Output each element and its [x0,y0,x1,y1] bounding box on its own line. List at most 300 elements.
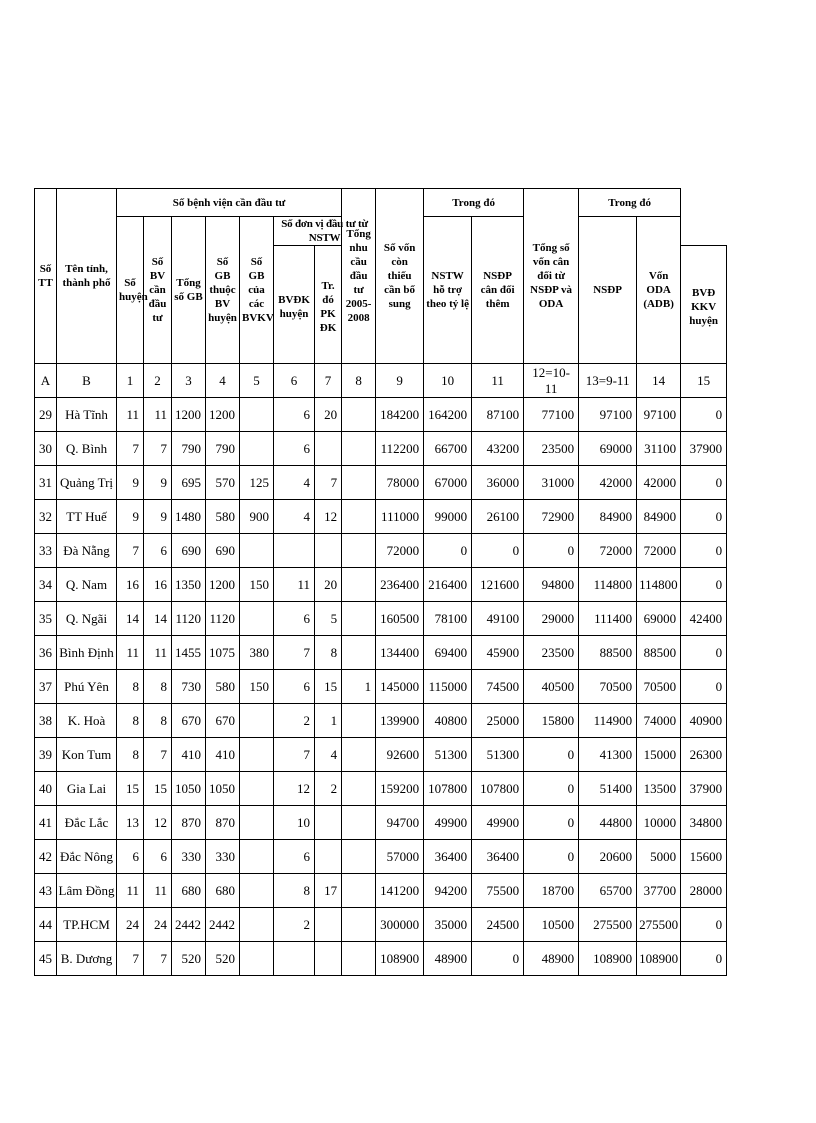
value-cell-c7: 4 [315,738,342,772]
value-cell-c9: 57000 [376,840,424,874]
value-cell-c3: 670 [172,704,206,738]
value-cell-c1: 9 [117,500,144,534]
value-cell-c13: 114800 [579,568,637,602]
value-cell-c9: 108900 [376,942,424,976]
value-cell-c8 [342,398,376,432]
header-hospitals-needed: Số BV cần đầu tư [144,217,172,364]
value-cell-c6: 6 [274,840,315,874]
value-cell-c7 [315,908,342,942]
value-cell-c1: 8 [117,738,144,772]
value-cell-c8 [342,908,376,942]
value-cell-c11: 0 [472,942,524,976]
value-cell-c8 [342,704,376,738]
value-cell-c13: 65700 [579,874,637,908]
index-cell: A [35,364,57,398]
row-number-cell: 29 [35,398,57,432]
value-cell-c7 [315,942,342,976]
value-cell-c10: 107800 [424,772,472,806]
value-cell-c15: 0 [681,670,727,704]
value-cell-c15: 0 [681,568,727,602]
value-cell-c4: 410 [206,738,240,772]
value-cell-c8 [342,738,376,772]
value-cell-c4: 2442 [206,908,240,942]
value-cell-c3: 520 [172,942,206,976]
value-cell-c10: 0 [424,534,472,568]
province-name-cell: Bình Định [57,636,117,670]
value-cell-c10: 164200 [424,398,472,432]
header-total-need: Tổng nhu cầu đầu tư 2005-2008 [342,189,376,364]
value-cell-c1: 7 [117,432,144,466]
value-cell-c13: 114900 [579,704,637,738]
row-number-cell: 35 [35,602,57,636]
value-cell-c2: 6 [144,534,172,568]
value-cell-c5: 150 [240,670,274,704]
value-cell-c12: 10500 [524,908,579,942]
value-cell-c15: 0 [681,942,727,976]
province-name-cell: Q. Ngãi [57,602,117,636]
value-cell-c13: 111400 [579,602,637,636]
index-cell: 3 [172,364,206,398]
value-cell-c14: 70500 [637,670,681,704]
value-cell-c9: 139900 [376,704,424,738]
value-cell-c13: 88500 [579,636,637,670]
value-cell-c13: 69000 [579,432,637,466]
value-cell-c2: 11 [144,398,172,432]
table-header [35,189,727,364]
index-cell: 5 [240,364,274,398]
value-cell-c1: 15 [117,772,144,806]
province-name-cell: Phú Yên [57,670,117,704]
table-row [35,636,727,670]
index-cell: 11 [472,364,524,398]
value-cell-c9: 94700 [376,806,424,840]
value-cell-c3: 690 [172,534,206,568]
value-cell-c1: 11 [117,874,144,908]
value-cell-c4: 580 [206,500,240,534]
value-cell-c8 [342,636,376,670]
index-cell: 7 [315,364,342,398]
value-cell-c1: 8 [117,670,144,704]
index-cell: 13=9-11 [579,364,637,398]
value-cell-c4: 580 [206,670,240,704]
value-cell-c11: 75500 [472,874,524,908]
value-cell-c12: 0 [524,806,579,840]
value-cell-c3: 680 [172,874,206,908]
value-cell-c14: 88500 [637,636,681,670]
row-number-cell: 37 [35,670,57,704]
value-cell-c7 [315,806,342,840]
header-stt: Số TT [35,189,57,364]
value-cell-c7 [315,840,342,874]
value-cell-c10: 78100 [424,602,472,636]
table-row [35,772,727,806]
value-cell-c10: 40800 [424,704,472,738]
value-cell-c4: 690 [206,534,240,568]
value-cell-c2: 24 [144,908,172,942]
value-cell-c6: 10 [274,806,315,840]
table-row [35,738,727,772]
row-number-cell: 44 [35,908,57,942]
value-cell-c11: 49900 [472,806,524,840]
value-cell-c5 [240,738,274,772]
value-cell-c10: 69400 [424,636,472,670]
value-cell-c5 [240,942,274,976]
value-cell-c11: 36400 [472,840,524,874]
value-cell-c11: 49100 [472,602,524,636]
row-number-cell: 36 [35,636,57,670]
province-name-cell: Đắc Nông [57,840,117,874]
value-cell-c14: 84900 [637,500,681,534]
value-cell-c12: 94800 [524,568,579,602]
value-cell-c6: 6 [274,432,315,466]
value-cell-c6 [274,942,315,976]
value-cell-c10: 66700 [424,432,472,466]
header-total-balanced: Tổng số vốn cân đối từ NSĐP và ODA [524,189,579,364]
value-cell-c15: 37900 [681,432,727,466]
value-cell-c5: 150 [240,568,274,602]
table-row [35,670,727,704]
table-body [35,364,727,976]
value-cell-c5 [240,772,274,806]
row-number-cell: 38 [35,704,57,738]
value-cell-c11: 24500 [472,908,524,942]
value-cell-c10: 51300 [424,738,472,772]
value-cell-c9: 78000 [376,466,424,500]
province-name-cell: B. Dương [57,942,117,976]
index-cell: 10 [424,364,472,398]
value-cell-c12: 23500 [524,432,579,466]
value-cell-c15: 0 [681,636,727,670]
value-cell-c7: 7 [315,466,342,500]
value-cell-c12: 29000 [524,602,579,636]
value-cell-c11: 45900 [472,636,524,670]
value-cell-c14: 108900 [637,942,681,976]
value-cell-c5 [240,840,274,874]
value-cell-c4: 570 [206,466,240,500]
value-cell-c6 [274,534,315,568]
value-cell-c5 [240,806,274,840]
value-cell-c11: 87100 [472,398,524,432]
investment-table [34,188,727,976]
value-cell-c10: 49900 [424,806,472,840]
header-nsdp: NSĐP [579,217,637,364]
value-cell-c2: 11 [144,874,172,908]
value-cell-c8 [342,432,376,466]
value-cell-c14: 74000 [637,704,681,738]
value-cell-c1: 9 [117,466,144,500]
header-nstw-support: NSTW hỗ trợ theo tỷ lệ [424,217,472,364]
value-cell-c13: 72000 [579,534,637,568]
value-cell-c2: 6 [144,840,172,874]
value-cell-c5 [240,908,274,942]
header-total-beds: Tổng số GB [172,217,206,364]
value-cell-c15: 34800 [681,806,727,840]
index-cell: 15 [681,364,727,398]
value-cell-c13: 70500 [579,670,637,704]
index-cell: 1 [117,364,144,398]
value-cell-c14: 5000 [637,840,681,874]
value-cell-c7: 8 [315,636,342,670]
value-cell-c11: 51300 [472,738,524,772]
value-cell-c15: 0 [681,466,727,500]
value-cell-c1: 7 [117,534,144,568]
table-row [35,398,727,432]
index-row [35,364,727,398]
value-cell-c3: 2442 [172,908,206,942]
value-cell-c1: 13 [117,806,144,840]
value-cell-c9: 141200 [376,874,424,908]
value-cell-c4: 790 [206,432,240,466]
value-cell-c10: 48900 [424,942,472,976]
value-cell-c12: 31000 [524,466,579,500]
value-cell-c1: 8 [117,704,144,738]
value-cell-c11: 26100 [472,500,524,534]
province-name-cell: Q. Bình [57,432,117,466]
value-cell-c9: 236400 [376,568,424,602]
value-cell-c5: 380 [240,636,274,670]
value-cell-c4: 330 [206,840,240,874]
value-cell-c14: 69000 [637,602,681,636]
value-cell-c14: 37700 [637,874,681,908]
table-row [35,602,727,636]
row-number-cell: 33 [35,534,57,568]
header-bvd-kkv: BVĐ KKV huyện [681,246,727,364]
header-shortfall: Số vốn còn thiếu cần bổ sung [376,189,424,364]
value-cell-c12: 18700 [524,874,579,908]
value-cell-c2: 9 [144,466,172,500]
row-number-cell: 40 [35,772,57,806]
value-cell-c7: 2 [315,772,342,806]
value-cell-c7: 12 [315,500,342,534]
value-cell-c4: 1075 [206,636,240,670]
value-cell-c8 [342,840,376,874]
value-cell-c3: 410 [172,738,206,772]
province-name-cell: K. Hoà [57,704,117,738]
value-cell-c1: 7 [117,942,144,976]
value-cell-c8 [342,568,376,602]
value-cell-c3: 1200 [172,398,206,432]
value-cell-c8: 1 [342,670,376,704]
header-districts: Số huyện [117,217,144,364]
value-cell-c1: 6 [117,840,144,874]
value-cell-c12: 77100 [524,398,579,432]
value-cell-c6: 2 [274,908,315,942]
value-cell-c5 [240,534,274,568]
value-cell-c6: 6 [274,670,315,704]
value-cell-c3: 1050 [172,772,206,806]
value-cell-c13: 51400 [579,772,637,806]
value-cell-c7: 20 [315,568,342,602]
value-cell-c9: 72000 [376,534,424,568]
index-cell: 6 [274,364,315,398]
row-number-cell: 39 [35,738,57,772]
value-cell-c2: 8 [144,704,172,738]
index-cell: 2 [144,364,172,398]
value-cell-c3: 695 [172,466,206,500]
value-cell-c3: 1350 [172,568,206,602]
value-cell-c1: 11 [117,636,144,670]
value-cell-c14: 15000 [637,738,681,772]
value-cell-c15: 37900 [681,772,727,806]
value-cell-c5 [240,398,274,432]
value-cell-c3: 1120 [172,602,206,636]
value-cell-c9: 112200 [376,432,424,466]
value-cell-c1: 16 [117,568,144,602]
value-cell-c6: 8 [274,874,315,908]
table-row [35,874,727,908]
value-cell-c7 [315,534,342,568]
value-cell-c14: 275500 [637,908,681,942]
value-cell-c9: 159200 [376,772,424,806]
value-cell-c12: 0 [524,772,579,806]
value-cell-c11: 121600 [472,568,524,602]
value-cell-c8 [342,602,376,636]
value-cell-c9: 300000 [376,908,424,942]
value-cell-c12: 15800 [524,704,579,738]
value-cell-c10: 36400 [424,840,472,874]
table-row [35,466,727,500]
province-name-cell: Đắc Lắc [57,806,117,840]
value-cell-c13: 42000 [579,466,637,500]
value-cell-c3: 1480 [172,500,206,534]
value-cell-c10: 67000 [424,466,472,500]
index-cell: 12=10-11 [524,364,579,398]
index-cell: 8 [342,364,376,398]
value-cell-c12: 48900 [524,942,579,976]
value-cell-c9: 145000 [376,670,424,704]
value-cell-c12: 0 [524,534,579,568]
value-cell-c13: 108900 [579,942,637,976]
value-cell-c7: 15 [315,670,342,704]
value-cell-c3: 1455 [172,636,206,670]
value-cell-c8 [342,806,376,840]
header-bvdk-district: BVĐK huyện [274,246,315,364]
value-cell-c14: 72000 [637,534,681,568]
value-cell-c11: 36000 [472,466,524,500]
value-cell-c11: 0 [472,534,524,568]
value-cell-c10: 216400 [424,568,472,602]
province-name-cell: Đà Nẵng [57,534,117,568]
value-cell-c6: 7 [274,636,315,670]
value-cell-c13: 84900 [579,500,637,534]
value-cell-c2: 12 [144,806,172,840]
value-cell-c14: 10000 [637,806,681,840]
value-cell-c5: 125 [240,466,274,500]
value-cell-c1: 14 [117,602,144,636]
value-cell-c1: 24 [117,908,144,942]
province-name-cell: Q. Nam [57,568,117,602]
value-cell-c15: 0 [681,500,727,534]
value-cell-c6: 12 [274,772,315,806]
province-name-cell: TT Huế [57,500,117,534]
value-cell-c13: 20600 [579,840,637,874]
header-clinic: Tr. đó PK ĐK [315,246,342,364]
index-cell: B [57,364,117,398]
value-cell-c10: 99000 [424,500,472,534]
value-cell-c9: 160500 [376,602,424,636]
value-cell-c4: 1200 [206,568,240,602]
table-row [35,534,727,568]
value-cell-c2: 9 [144,500,172,534]
row-number-cell: 31 [35,466,57,500]
value-cell-c4: 1120 [206,602,240,636]
value-cell-c4: 870 [206,806,240,840]
value-cell-c13: 41300 [579,738,637,772]
value-cell-c15: 42400 [681,602,727,636]
value-cell-c8 [342,874,376,908]
header-nsdp-extra: NSĐP cân đối thêm [472,217,524,364]
value-cell-c1: 11 [117,398,144,432]
header-district-beds: Số GB thuộc BV huyện [206,217,240,364]
value-cell-c14: 13500 [637,772,681,806]
value-cell-c2: 14 [144,602,172,636]
province-name-cell: Lâm Đồng [57,874,117,908]
value-cell-c7 [315,432,342,466]
table-row [35,806,727,840]
table-row [35,840,727,874]
value-cell-c10: 35000 [424,908,472,942]
row-number-cell: 41 [35,806,57,840]
row-number-cell: 30 [35,432,57,466]
row-number-cell: 34 [35,568,57,602]
value-cell-c6: 11 [274,568,315,602]
index-cell: 9 [376,364,424,398]
row-number-cell: 32 [35,500,57,534]
value-cell-c11: 43200 [472,432,524,466]
header-oda: Vốn ODA (ADB) [637,217,681,364]
value-cell-c15: 0 [681,398,727,432]
value-cell-c8 [342,466,376,500]
header-hospital-group: Số bệnh viện cần đầu tư [117,189,342,217]
row-number-cell: 45 [35,942,57,976]
header-name: Tên tỉnh, thành phố [57,189,117,364]
value-cell-c12: 72900 [524,500,579,534]
value-cell-c6: 6 [274,602,315,636]
value-cell-c2: 8 [144,670,172,704]
value-cell-c14: 97100 [637,398,681,432]
value-cell-c8 [342,772,376,806]
value-cell-c5 [240,432,274,466]
table-row [35,432,727,466]
value-cell-c10: 115000 [424,670,472,704]
value-cell-c13: 97100 [579,398,637,432]
value-cell-c14: 42000 [637,466,681,500]
value-cell-c4: 520 [206,942,240,976]
value-cell-c3: 790 [172,432,206,466]
value-cell-c13: 275500 [579,908,637,942]
value-cell-c7: 20 [315,398,342,432]
value-cell-c4: 680 [206,874,240,908]
value-cell-c6: 6 [274,398,315,432]
value-cell-c9: 92600 [376,738,424,772]
province-name-cell: Kon Tum [57,738,117,772]
province-name-cell: Hà Tĩnh [57,398,117,432]
value-cell-c12: 0 [524,840,579,874]
header-regional-beds: Số GB của các BVKV [240,217,274,364]
table-row [35,568,727,602]
value-cell-c3: 730 [172,670,206,704]
province-name-cell: Gia Lai [57,772,117,806]
value-cell-c7: 1 [315,704,342,738]
value-cell-c14: 114800 [637,568,681,602]
value-cell-c10: 94200 [424,874,472,908]
row-number-cell: 42 [35,840,57,874]
header-units-group: Số đơn vị đầu tư từ NSTW [274,217,376,246]
value-cell-c4: 1200 [206,398,240,432]
value-cell-c9: 134400 [376,636,424,670]
index-cell: 14 [637,364,681,398]
header-trong-do-2: Trong đó [579,189,681,217]
